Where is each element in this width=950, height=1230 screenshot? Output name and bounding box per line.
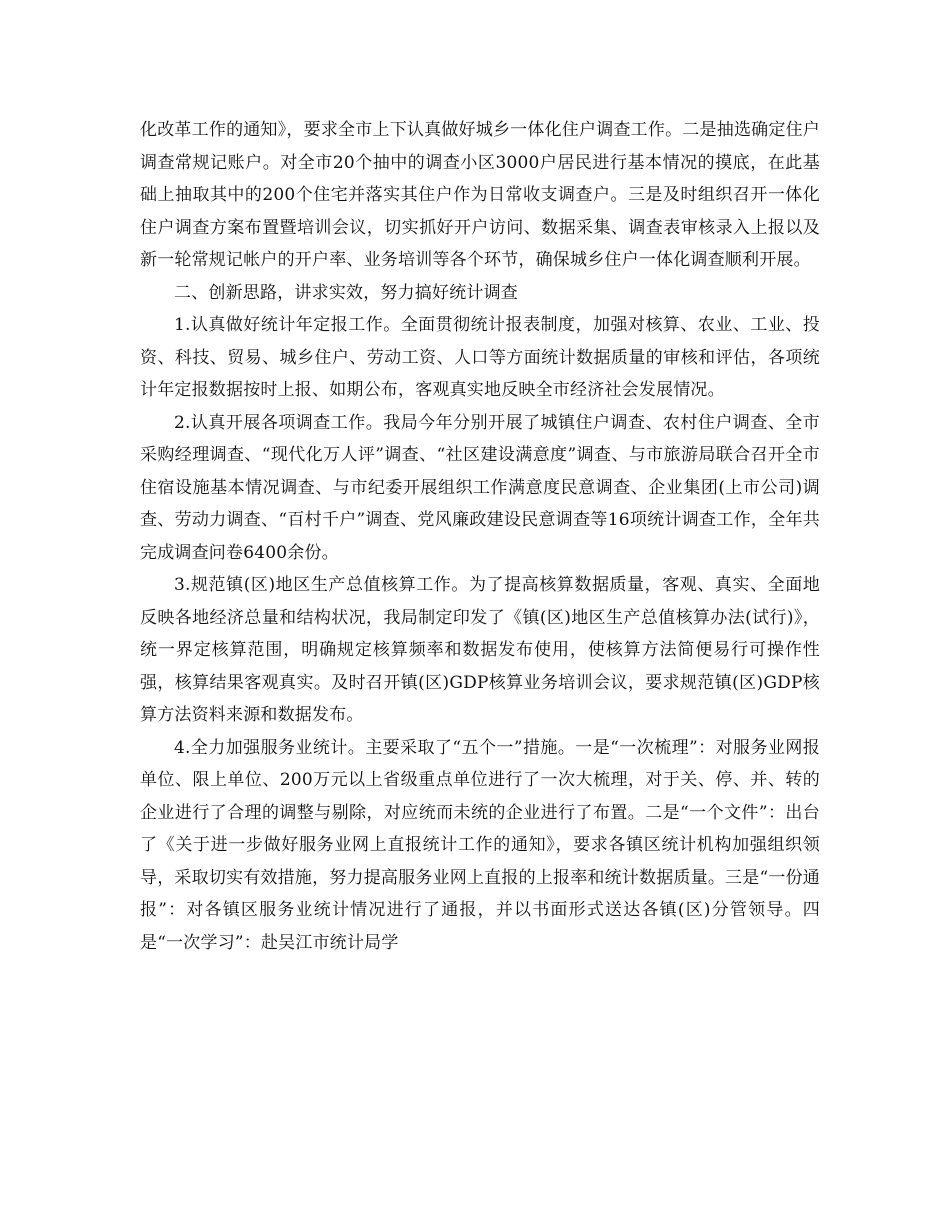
section-heading: 二、创新思路，讲求实效，努力搞好统计调查 [174,282,518,303]
paragraph-item-4: 4.全力加强服务业统计。主要采取了“五个一”措施。一是“一次梳理”：对服务业网报单位、限上单位、200万元以上省级重点单位进行了一次大梳理，对于关、停、并、转的企业进行了合理的调整与剔除，对应统而未统的企业进行了布置。二是“一个文件”：出台了《关于进一步做好服务业网上直报统计工作的通知》，要求各镇区统计机构加强组织领导，采取切实有效措施，努力提高服务业网上直报的上报率和统计数据质量。三是“一份通报”：对各镇区服务业统计情况进行了通报，并以书面形式送达各镇(区)分管领导。四是“一次学习”：赴吴江市统计局学 [140,737,820,953]
paragraph-item-1: 1.认真做好统计年定报工作。全面贯彻统计报表制度，加强对核算、农业、工业、投资、科技、贸易、城乡住户、劳动工资、人口等方面统计数据质量的审核和评估，各项统计年定报数据按时上报、如期公布，客观真实地反映全市经济社会发展情况。 [140,315,820,400]
paragraph-continuation: 化改革工作的通知》，要求全市上下认真做好城乡一体化住户调查工作。二是抽选确定住户调查常规记账户。对全市20个抽中的调查小区3000户居民进行基本情况的摸底，在此基础上抽取其中的200个住宅并落实其住户作为日常收支调查户。三是及时组织召开一体化住户调查方案布置暨培训会议，切实抓好开户访问、数据采集、调查表审核录入上报以及新一轮常规记帐户的开户率、业务培训等各个环节，确保城乡住户一体化调查顺利开展。 [140,120,820,270]
document-body [140,114,820,959]
paragraph-item-3: 3.规范镇(区)地区生产总值核算工作。为了提高核算数据质量，客观、真实、全面地反映各地经济总量和结构状况，我局制定印发了《镇(区)地区生产总值核算办法(试行)》，统一界定核算范围，明确规定核算频率和数据发布使用，使核算方法简便易行可操作性强，核算结果客观真实。及时召开镇(区)GDP核算业务培训会议，要求规范镇(区)GDP核算方法资料来源和数据发布。 [140,575,820,725]
paragraph-item-2: 2.认真开展各项调查工作。我局今年分别开展了城镇住户调查、农村住户调查、全市采购经理调查、“现代化万人评”调查、“社区建设满意度”调查、与市旅游局联合召开全市住宿设施基本情况调查、与市纪委开展组织工作满意度民意调查、企业集团(上市公司)调查、劳动力调查、“百村千户”调查、党风廉政建设民意调查等16项统计调查工作，全年共完成调查问卷6400余份。 [140,412,820,563]
